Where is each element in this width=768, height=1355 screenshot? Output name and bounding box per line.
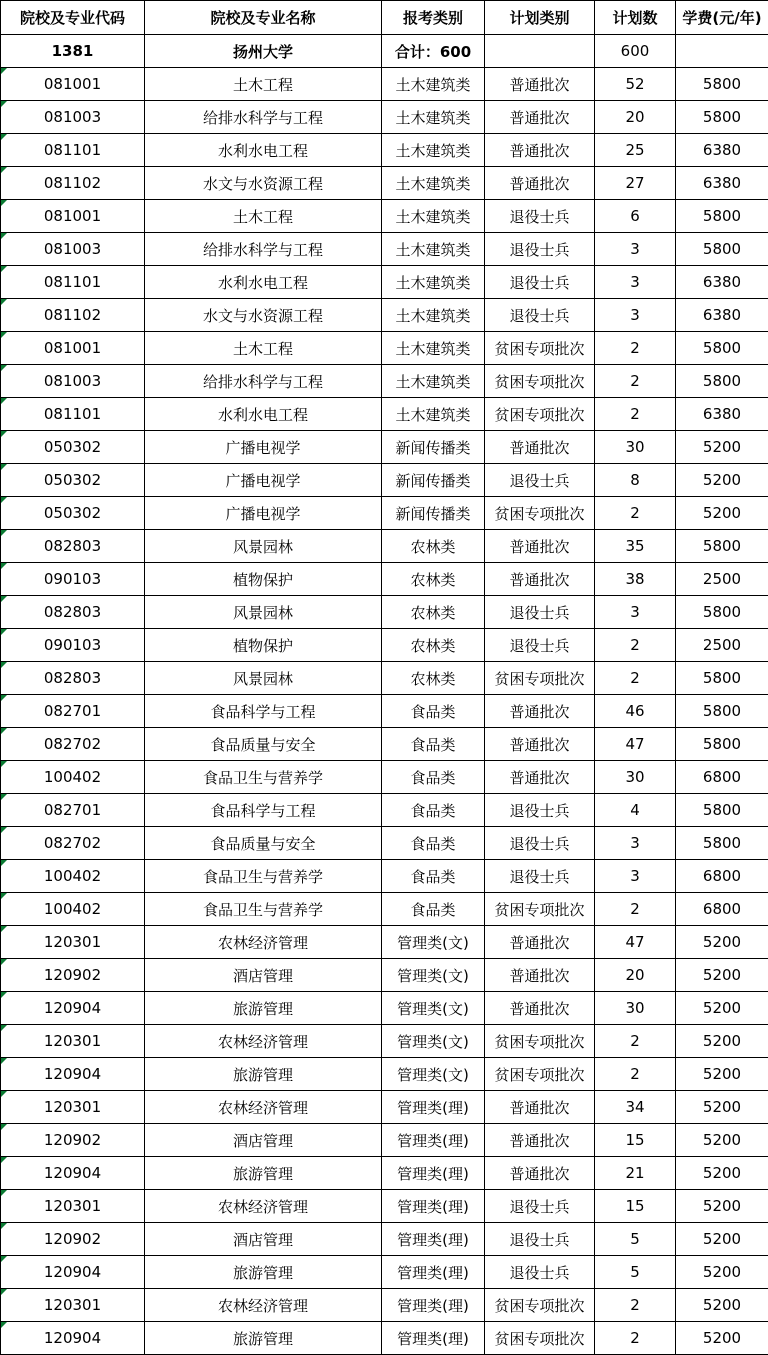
major-name: 广播电视学 bbox=[145, 497, 382, 530]
major-name: 水文与水资源工程 bbox=[145, 167, 382, 200]
table-row bbox=[1, 1025, 768, 1058]
plan-type: 退役士兵 bbox=[485, 860, 595, 893]
plan-count: 2 bbox=[595, 629, 676, 662]
header-category: 报考类别 bbox=[382, 1, 485, 35]
table-row bbox=[1, 530, 768, 563]
major-name: 食品质量与安全 bbox=[145, 728, 382, 761]
plan-count: 21 bbox=[595, 1157, 676, 1190]
plan-type: 退役士兵 bbox=[485, 1190, 595, 1223]
tuition-fee: 5200 bbox=[676, 1322, 768, 1355]
plan-count: 3 bbox=[595, 299, 676, 332]
tuition-fee: 5800 bbox=[676, 695, 768, 728]
table-row bbox=[1, 794, 768, 827]
tuition-fee: 5800 bbox=[676, 662, 768, 695]
plan-count: 30 bbox=[595, 992, 676, 1025]
table-row bbox=[1, 1124, 768, 1157]
tuition-fee: 5200 bbox=[676, 1124, 768, 1157]
exam-category: 食品类 bbox=[382, 794, 485, 827]
tuition-fee: 5200 bbox=[676, 431, 768, 464]
major-name: 酒店管理 bbox=[145, 1223, 382, 1256]
major-code: 120904 bbox=[1, 1058, 145, 1091]
major-code: 081001 bbox=[1, 332, 145, 365]
major-name: 旅游管理 bbox=[145, 1058, 382, 1091]
tuition-fee: 2500 bbox=[676, 563, 768, 596]
plan-type: 退役士兵 bbox=[485, 827, 595, 860]
summary-fee bbox=[676, 35, 768, 68]
major-name: 农林经济管理 bbox=[145, 926, 382, 959]
plan-count: 25 bbox=[595, 134, 676, 167]
table-row bbox=[1, 860, 768, 893]
table-row bbox=[1, 992, 768, 1025]
plan-type: 普通批次 bbox=[485, 101, 595, 134]
major-name: 食品卫生与营养学 bbox=[145, 761, 382, 794]
exam-category: 管理类(理) bbox=[382, 1091, 485, 1124]
plan-count: 2 bbox=[595, 893, 676, 926]
table-row bbox=[1, 431, 768, 464]
summary-name: 扬州大学 bbox=[145, 35, 382, 68]
major-name: 食品卫生与营养学 bbox=[145, 893, 382, 926]
exam-category: 管理类(理) bbox=[382, 1124, 485, 1157]
exam-category: 土木建筑类 bbox=[382, 299, 485, 332]
exam-category: 土木建筑类 bbox=[382, 233, 485, 266]
plan-count: 3 bbox=[595, 827, 676, 860]
major-code: 081003 bbox=[1, 101, 145, 134]
major-code: 082701 bbox=[1, 794, 145, 827]
exam-category: 食品类 bbox=[382, 761, 485, 794]
plan-count: 3 bbox=[595, 596, 676, 629]
plan-count: 2 bbox=[595, 497, 676, 530]
exam-category: 土木建筑类 bbox=[382, 266, 485, 299]
plan-type: 普通批次 bbox=[485, 1124, 595, 1157]
tuition-fee: 5200 bbox=[676, 1190, 768, 1223]
plan-count: 30 bbox=[595, 431, 676, 464]
plan-count: 47 bbox=[595, 926, 676, 959]
plan-type: 贫困专项批次 bbox=[485, 332, 595, 365]
exam-category: 农林类 bbox=[382, 662, 485, 695]
plan-count: 2 bbox=[595, 398, 676, 431]
table-row bbox=[1, 959, 768, 992]
plan-type: 普通批次 bbox=[485, 761, 595, 794]
tuition-fee: 5200 bbox=[676, 464, 768, 497]
plan-count: 27 bbox=[595, 167, 676, 200]
tuition-fee: 5800 bbox=[676, 68, 768, 101]
table-row bbox=[1, 167, 768, 200]
plan-type: 贫困专项批次 bbox=[485, 1058, 595, 1091]
plan-type: 普通批次 bbox=[485, 68, 595, 101]
plan-count: 35 bbox=[595, 530, 676, 563]
plan-count: 6 bbox=[595, 200, 676, 233]
major-code: 081001 bbox=[1, 68, 145, 101]
tuition-fee: 5200 bbox=[676, 1289, 768, 1322]
plan-count: 52 bbox=[595, 68, 676, 101]
exam-category: 农林类 bbox=[382, 629, 485, 662]
tuition-fee: 6380 bbox=[676, 134, 768, 167]
plan-count: 2 bbox=[595, 1058, 676, 1091]
tuition-fee: 5800 bbox=[676, 365, 768, 398]
plan-type: 普通批次 bbox=[485, 1157, 595, 1190]
major-name: 农林经济管理 bbox=[145, 1091, 382, 1124]
plan-type: 退役士兵 bbox=[485, 629, 595, 662]
major-code: 120301 bbox=[1, 1289, 145, 1322]
plan-type: 普通批次 bbox=[485, 1091, 595, 1124]
exam-category: 食品类 bbox=[382, 695, 485, 728]
major-code: 120904 bbox=[1, 992, 145, 1025]
plan-count: 5 bbox=[595, 1256, 676, 1289]
tuition-fee: 5200 bbox=[676, 926, 768, 959]
exam-category: 土木建筑类 bbox=[382, 332, 485, 365]
plan-count: 15 bbox=[595, 1190, 676, 1223]
table-row bbox=[1, 233, 768, 266]
summary-code: 1381 bbox=[1, 35, 145, 68]
plan-count: 2 bbox=[595, 1025, 676, 1058]
major-code: 120902 bbox=[1, 1124, 145, 1157]
major-name: 农林经济管理 bbox=[145, 1289, 382, 1322]
major-code: 120902 bbox=[1, 959, 145, 992]
tuition-fee: 5200 bbox=[676, 1025, 768, 1058]
plan-type: 退役士兵 bbox=[485, 1256, 595, 1289]
major-code: 120301 bbox=[1, 1091, 145, 1124]
major-code: 082803 bbox=[1, 662, 145, 695]
major-name: 土木工程 bbox=[145, 332, 382, 365]
plan-count: 46 bbox=[595, 695, 676, 728]
table-row bbox=[1, 1058, 768, 1091]
major-code: 082702 bbox=[1, 827, 145, 860]
major-code: 050302 bbox=[1, 497, 145, 530]
plan-count: 34 bbox=[595, 1091, 676, 1124]
major-name: 水利水电工程 bbox=[145, 398, 382, 431]
exam-category: 新闻传播类 bbox=[382, 497, 485, 530]
major-code: 081102 bbox=[1, 299, 145, 332]
plan-count: 38 bbox=[595, 563, 676, 596]
major-name: 旅游管理 bbox=[145, 992, 382, 1025]
table-row bbox=[1, 200, 768, 233]
plan-type: 普通批次 bbox=[485, 563, 595, 596]
table-row bbox=[1, 926, 768, 959]
tuition-fee: 5800 bbox=[676, 101, 768, 134]
tuition-fee: 5800 bbox=[676, 332, 768, 365]
plan-type: 贫困专项批次 bbox=[485, 398, 595, 431]
header-code: 院校及专业代码 bbox=[1, 1, 145, 35]
major-code: 081003 bbox=[1, 365, 145, 398]
tuition-fee: 5800 bbox=[676, 728, 768, 761]
major-code: 090103 bbox=[1, 629, 145, 662]
major-name: 食品质量与安全 bbox=[145, 827, 382, 860]
plan-type: 退役士兵 bbox=[485, 233, 595, 266]
exam-category: 农林类 bbox=[382, 563, 485, 596]
plan-count: 4 bbox=[595, 794, 676, 827]
major-name: 旅游管理 bbox=[145, 1157, 382, 1190]
major-name: 风景园林 bbox=[145, 662, 382, 695]
exam-category: 管理类(理) bbox=[382, 1289, 485, 1322]
major-name: 旅游管理 bbox=[145, 1256, 382, 1289]
exam-category: 管理类(文) bbox=[382, 1058, 485, 1091]
plan-count: 2 bbox=[595, 332, 676, 365]
table-row bbox=[1, 398, 768, 431]
plan-type: 退役士兵 bbox=[485, 464, 595, 497]
header-row bbox=[1, 1, 768, 35]
table-row bbox=[1, 101, 768, 134]
major-name: 酒店管理 bbox=[145, 1124, 382, 1157]
major-name: 农林经济管理 bbox=[145, 1190, 382, 1223]
major-code: 100402 bbox=[1, 761, 145, 794]
tuition-fee: 5200 bbox=[676, 1223, 768, 1256]
exam-category: 土木建筑类 bbox=[382, 167, 485, 200]
plan-type: 贫困专项批次 bbox=[485, 1322, 595, 1355]
exam-category: 管理类(文) bbox=[382, 992, 485, 1025]
major-name: 农林经济管理 bbox=[145, 1025, 382, 1058]
major-code: 081101 bbox=[1, 266, 145, 299]
plan-type: 退役士兵 bbox=[485, 200, 595, 233]
tuition-fee: 6380 bbox=[676, 266, 768, 299]
summary-row bbox=[1, 35, 768, 68]
tuition-fee: 5200 bbox=[676, 992, 768, 1025]
table-row bbox=[1, 893, 768, 926]
major-name: 水利水电工程 bbox=[145, 134, 382, 167]
exam-category: 土木建筑类 bbox=[382, 68, 485, 101]
exam-category: 农林类 bbox=[382, 530, 485, 563]
plan-count: 2 bbox=[595, 662, 676, 695]
major-name: 植物保护 bbox=[145, 629, 382, 662]
plan-count: 47 bbox=[595, 728, 676, 761]
tuition-fee: 5200 bbox=[676, 497, 768, 530]
major-code: 081102 bbox=[1, 167, 145, 200]
table-row bbox=[1, 1289, 768, 1322]
plan-count: 30 bbox=[595, 761, 676, 794]
table-row bbox=[1, 1091, 768, 1124]
exam-category: 食品类 bbox=[382, 827, 485, 860]
table-row bbox=[1, 68, 768, 101]
plan-type: 贫困专项批次 bbox=[485, 1289, 595, 1322]
plan-type: 退役士兵 bbox=[485, 266, 595, 299]
table-row bbox=[1, 332, 768, 365]
table-row bbox=[1, 1322, 768, 1355]
exam-category: 管理类(理) bbox=[382, 1223, 485, 1256]
plan-count: 3 bbox=[595, 860, 676, 893]
summary-count: 600 bbox=[595, 35, 676, 68]
table-row bbox=[1, 1157, 768, 1190]
table-row bbox=[1, 827, 768, 860]
major-name: 土木工程 bbox=[145, 68, 382, 101]
plan-type: 贫困专项批次 bbox=[485, 1025, 595, 1058]
table-row bbox=[1, 695, 768, 728]
exam-category: 土木建筑类 bbox=[382, 134, 485, 167]
plan-type: 普通批次 bbox=[485, 728, 595, 761]
plan-type: 贫困专项批次 bbox=[485, 365, 595, 398]
plan-type: 贫困专项批次 bbox=[485, 497, 595, 530]
major-name: 水文与水资源工程 bbox=[145, 299, 382, 332]
table-row bbox=[1, 761, 768, 794]
plan-count: 20 bbox=[595, 959, 676, 992]
plan-type: 普通批次 bbox=[485, 695, 595, 728]
major-code: 082803 bbox=[1, 530, 145, 563]
table-row bbox=[1, 596, 768, 629]
major-code: 081101 bbox=[1, 398, 145, 431]
exam-category: 管理类(理) bbox=[382, 1157, 485, 1190]
table-row bbox=[1, 365, 768, 398]
exam-category: 食品类 bbox=[382, 728, 485, 761]
plan-count: 5 bbox=[595, 1223, 676, 1256]
major-name: 风景园林 bbox=[145, 530, 382, 563]
exam-category: 食品类 bbox=[382, 893, 485, 926]
major-code: 120904 bbox=[1, 1157, 145, 1190]
plan-count: 3 bbox=[595, 233, 676, 266]
tuition-fee: 5200 bbox=[676, 1058, 768, 1091]
major-code: 081101 bbox=[1, 134, 145, 167]
plan-type: 退役士兵 bbox=[485, 1223, 595, 1256]
plan-count: 15 bbox=[595, 1124, 676, 1157]
exam-category: 管理类(文) bbox=[382, 1025, 485, 1058]
header-name: 院校及专业名称 bbox=[145, 1, 382, 35]
major-code: 082701 bbox=[1, 695, 145, 728]
summary-category bbox=[485, 35, 595, 68]
tuition-fee: 5200 bbox=[676, 1091, 768, 1124]
table-row bbox=[1, 728, 768, 761]
exam-category: 管理类(文) bbox=[382, 959, 485, 992]
plan-count: 8 bbox=[595, 464, 676, 497]
exam-category: 土木建筑类 bbox=[382, 101, 485, 134]
major-code: 081001 bbox=[1, 200, 145, 233]
exam-category: 新闻传播类 bbox=[382, 464, 485, 497]
exam-category: 农林类 bbox=[382, 596, 485, 629]
table-row bbox=[1, 464, 768, 497]
tuition-fee: 5200 bbox=[676, 959, 768, 992]
plan-type: 普通批次 bbox=[485, 530, 595, 563]
tuition-fee: 6380 bbox=[676, 398, 768, 431]
header-plan-count: 计划数 bbox=[595, 1, 676, 35]
tuition-fee: 5800 bbox=[676, 233, 768, 266]
plan-count: 2 bbox=[595, 1322, 676, 1355]
exam-category: 管理类(理) bbox=[382, 1190, 485, 1223]
major-code: 082702 bbox=[1, 728, 145, 761]
plan-type: 退役士兵 bbox=[485, 299, 595, 332]
exam-category: 土木建筑类 bbox=[382, 200, 485, 233]
major-code: 120301 bbox=[1, 926, 145, 959]
major-name: 给排水科学与工程 bbox=[145, 365, 382, 398]
table-row bbox=[1, 629, 768, 662]
major-name: 食品卫生与营养学 bbox=[145, 860, 382, 893]
exam-category: 土木建筑类 bbox=[382, 398, 485, 431]
tuition-fee: 6380 bbox=[676, 299, 768, 332]
tuition-fee: 5800 bbox=[676, 596, 768, 629]
major-code: 050302 bbox=[1, 431, 145, 464]
major-name: 广播电视学 bbox=[145, 464, 382, 497]
major-name: 土木工程 bbox=[145, 200, 382, 233]
major-name: 广播电视学 bbox=[145, 431, 382, 464]
exam-category: 土木建筑类 bbox=[382, 365, 485, 398]
plan-type: 普通批次 bbox=[485, 926, 595, 959]
plan-type: 贫困专项批次 bbox=[485, 662, 595, 695]
tuition-fee: 5800 bbox=[676, 530, 768, 563]
table-row bbox=[1, 266, 768, 299]
major-name: 植物保护 bbox=[145, 563, 382, 596]
major-code: 120301 bbox=[1, 1190, 145, 1223]
major-name: 风景园林 bbox=[145, 596, 382, 629]
table-row bbox=[1, 1256, 768, 1289]
major-code: 120904 bbox=[1, 1322, 145, 1355]
plan-type: 普通批次 bbox=[485, 992, 595, 1025]
tuition-fee: 5200 bbox=[676, 1256, 768, 1289]
tuition-fee: 6800 bbox=[676, 860, 768, 893]
tuition-fee: 5200 bbox=[676, 1157, 768, 1190]
plan-type: 普通批次 bbox=[485, 959, 595, 992]
major-code: 120301 bbox=[1, 1025, 145, 1058]
table-row bbox=[1, 497, 768, 530]
major-name: 旅游管理 bbox=[145, 1322, 382, 1355]
plan-count: 2 bbox=[595, 1289, 676, 1322]
major-name: 水利水电工程 bbox=[145, 266, 382, 299]
table-row bbox=[1, 563, 768, 596]
major-name: 食品科学与工程 bbox=[145, 794, 382, 827]
major-code: 120902 bbox=[1, 1223, 145, 1256]
major-code: 100402 bbox=[1, 893, 145, 926]
plan-count: 20 bbox=[595, 101, 676, 134]
exam-category: 食品类 bbox=[382, 860, 485, 893]
exam-category: 管理类(文) bbox=[382, 926, 485, 959]
plan-type: 普通批次 bbox=[485, 134, 595, 167]
tuition-fee: 5800 bbox=[676, 827, 768, 860]
plan-type: 退役士兵 bbox=[485, 596, 595, 629]
tuition-fee: 5800 bbox=[676, 794, 768, 827]
major-name: 酒店管理 bbox=[145, 959, 382, 992]
major-name: 给排水科学与工程 bbox=[145, 233, 382, 266]
major-code: 090103 bbox=[1, 563, 145, 596]
tuition-fee: 5800 bbox=[676, 200, 768, 233]
plan-type: 普通批次 bbox=[485, 431, 595, 464]
tuition-fee: 2500 bbox=[676, 629, 768, 662]
major-code: 082803 bbox=[1, 596, 145, 629]
major-code: 081003 bbox=[1, 233, 145, 266]
plan-type: 贫困专项批次 bbox=[485, 893, 595, 926]
plan-type: 退役士兵 bbox=[485, 794, 595, 827]
major-code: 050302 bbox=[1, 464, 145, 497]
plan-type: 普通批次 bbox=[485, 167, 595, 200]
table-row bbox=[1, 299, 768, 332]
exam-category: 新闻传播类 bbox=[382, 431, 485, 464]
tuition-fee: 6380 bbox=[676, 167, 768, 200]
major-code: 120904 bbox=[1, 1256, 145, 1289]
exam-category: 管理类(理) bbox=[382, 1322, 485, 1355]
plan-count: 3 bbox=[595, 266, 676, 299]
tuition-fee: 6800 bbox=[676, 893, 768, 926]
table-row bbox=[1, 1223, 768, 1256]
tuition-fee: 6800 bbox=[676, 761, 768, 794]
exam-category: 管理类(理) bbox=[382, 1256, 485, 1289]
major-name: 食品科学与工程 bbox=[145, 695, 382, 728]
summary-total: 合计：600 bbox=[382, 35, 485, 68]
table-row bbox=[1, 662, 768, 695]
major-code: 100402 bbox=[1, 860, 145, 893]
table-row bbox=[1, 1190, 768, 1223]
major-name: 给排水科学与工程 bbox=[145, 101, 382, 134]
header-plan-type: 计划类别 bbox=[485, 1, 595, 35]
table-row bbox=[1, 134, 768, 167]
plan-count: 2 bbox=[595, 365, 676, 398]
header-fee: 学费(元/年) bbox=[676, 1, 768, 35]
